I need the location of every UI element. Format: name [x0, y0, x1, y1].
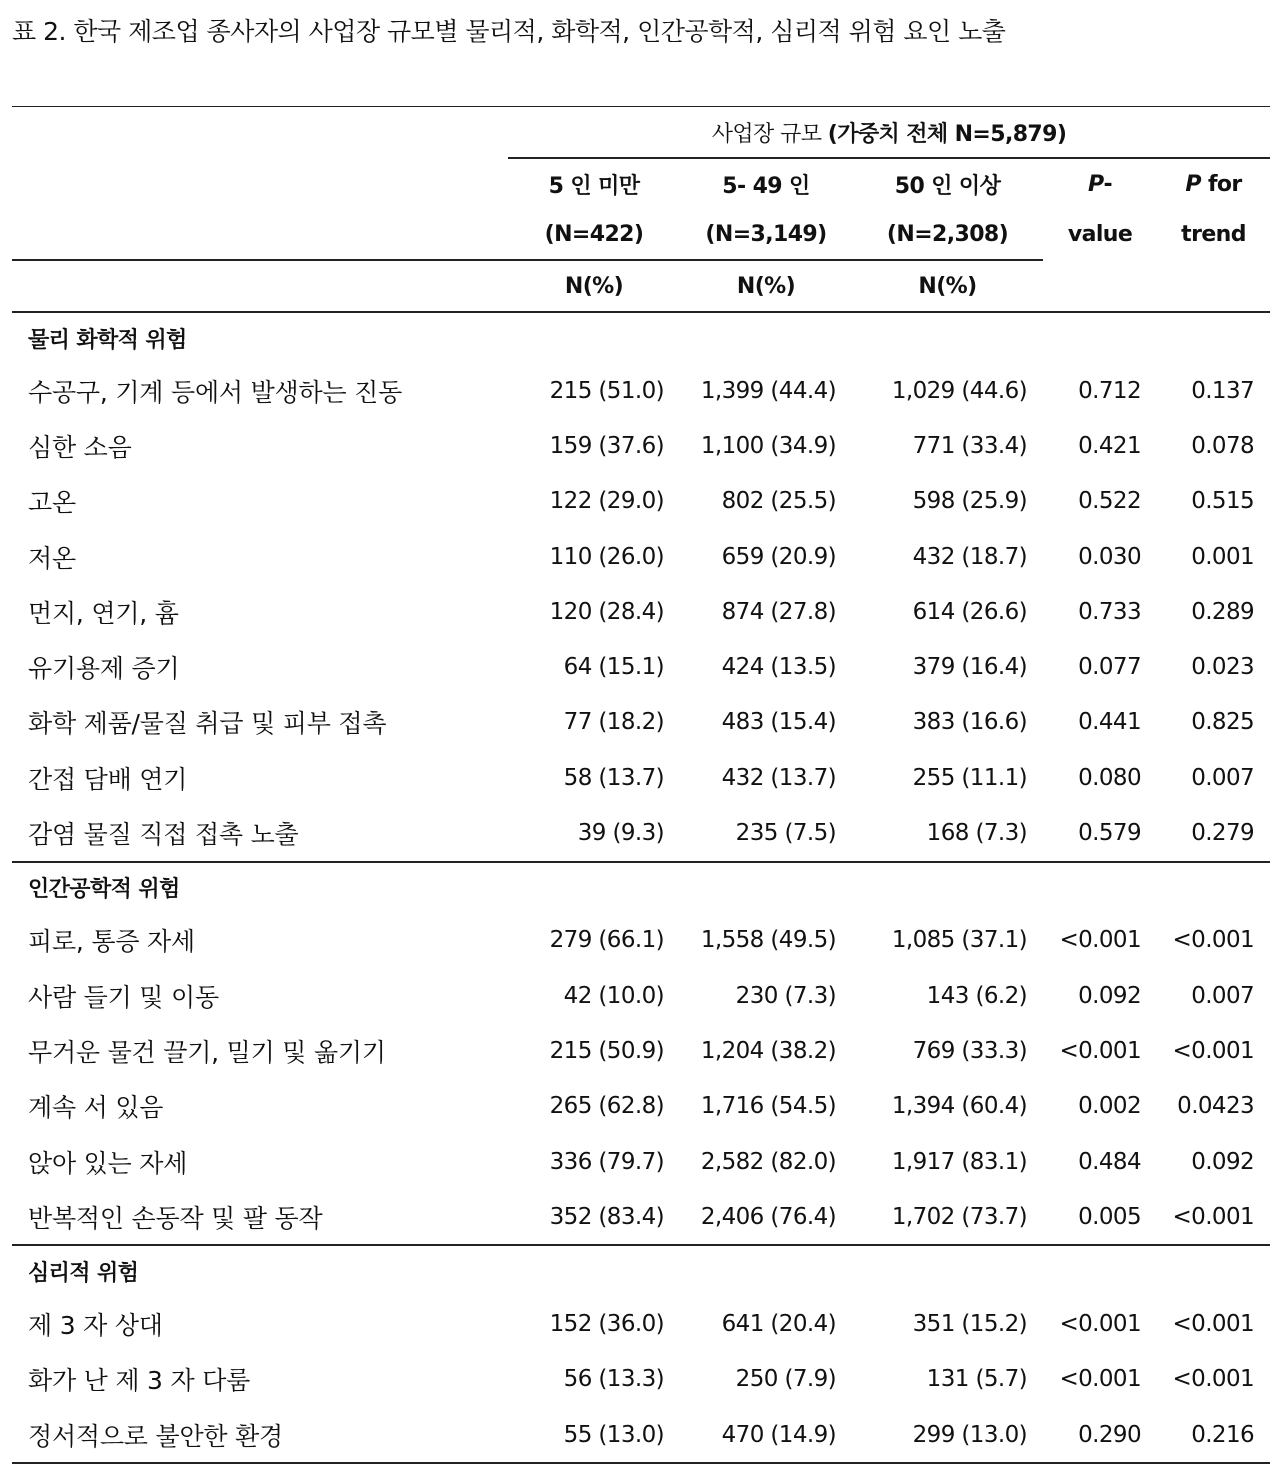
table-row: [12, 1023, 1270, 1078]
cell-under5: 58 (13.7): [563, 764, 664, 791]
cell-pvalue: 0.030: [1078, 543, 1141, 570]
section-title: 물리 화학적 위험: [28, 327, 187, 353]
cell-ptrend: 0.007: [1191, 982, 1255, 1009]
section-ergonomic: [12, 862, 1270, 1246]
cell-50plus: 143 (6.2): [926, 982, 1027, 1009]
row-label: 고온: [28, 488, 76, 518]
cell-pvalue: 0.484: [1078, 1148, 1141, 1175]
cell-under5: 336 (79.7): [549, 1148, 664, 1175]
row-label: 화가 난 제 3 자 다룸: [28, 1366, 251, 1396]
cell-5to49: 235 (7.5): [680, 805, 852, 861]
header-units-row: [12, 260, 1270, 312]
cell-50plus: 131 (5.7): [926, 1366, 1027, 1393]
cell-ptrend: <0.001: [1172, 927, 1255, 954]
col-pvalue-name: P-: [1087, 171, 1113, 197]
cell-50plus: 1,702 (73.7): [852, 1189, 1043, 1245]
table-row: [12, 529, 1270, 584]
header-group-row: [12, 107, 1270, 159]
row-label: 사람 들기 및 이동: [28, 982, 219, 1012]
col-ptrend-line2: trend: [1181, 222, 1246, 247]
cell-under5: 56 (13.3): [563, 1366, 664, 1393]
cell-pvalue: 0.080: [1078, 764, 1141, 791]
cell-5to49: 1,100 (34.9): [700, 432, 836, 459]
cell-ptrend: 0.216: [1157, 1407, 1270, 1463]
cell-ptrend: <0.001: [1172, 1311, 1255, 1338]
col-ptrend-name: P for: [1185, 171, 1242, 197]
table-row: [12, 750, 1270, 805]
cell-ptrend: <0.001: [1172, 1366, 1255, 1393]
cell-5to49: 802 (25.5): [721, 488, 836, 515]
cell-5to49: 2,582 (82.0): [700, 1148, 836, 1175]
cell-5to49: 432 (13.7): [721, 764, 836, 791]
cell-5to49: 424 (13.5): [721, 654, 836, 681]
col-under5-name: 5 인 미만: [548, 173, 640, 199]
cell-ptrend: 0.0423: [1177, 1093, 1255, 1120]
cell-ptrend: 0.515: [1191, 488, 1255, 515]
cell-under5: 110 (26.0): [549, 543, 664, 570]
table-row: [12, 639, 1270, 694]
cell-pvalue: <0.001: [1059, 1311, 1141, 1338]
cell-ptrend: 0.023: [1191, 654, 1255, 681]
cell-50plus: 771 (33.4): [912, 432, 1027, 459]
cell-50plus: 383 (16.6): [912, 709, 1027, 736]
col-50plus-n: (N=2,308): [852, 209, 1043, 260]
cell-ptrend: <0.001: [1157, 1189, 1270, 1245]
cell-under5: 159 (37.6): [549, 432, 664, 459]
cell-5to49: 1,399 (44.4): [700, 377, 836, 404]
table-row: [12, 968, 1270, 1023]
table-row: [12, 695, 1270, 750]
cell-pvalue: 0.579: [1043, 805, 1157, 861]
cell-pvalue: 0.421: [1078, 432, 1141, 459]
header-group-label: 사업장 규모: [711, 121, 828, 147]
cell-5to49: 659 (20.9): [721, 543, 836, 570]
cell-under5: 152 (36.0): [549, 1311, 664, 1338]
cell-under5: 39 (9.3): [508, 805, 680, 861]
cell-50plus: 614 (26.6): [912, 598, 1027, 625]
cell-under5: 64 (15.1): [563, 654, 664, 681]
cell-5to49: 250 (7.9): [735, 1366, 836, 1393]
cell-under5: 279 (66.1): [549, 927, 664, 954]
cell-50plus: 351 (15.2): [912, 1311, 1027, 1338]
table-row: [12, 584, 1270, 639]
row-label: 감염 물질 직접 접촉 노출: [12, 805, 508, 861]
row-label: 심한 소음: [28, 432, 132, 462]
row-label: 먼지, 연기, 흄: [28, 598, 179, 628]
cell-under5: 352 (83.4): [508, 1189, 680, 1245]
cell-ptrend: 0.007: [1191, 764, 1255, 791]
table-caption: 표 2. 한국 제조업 종사자의 사업장 규모별 물리적, 화학적, 인간공학적, 심리적 위험 요인 노출: [12, 17, 1006, 46]
row-label: 앉아 있는 자세: [28, 1148, 188, 1178]
cell-pvalue: 0.522: [1078, 488, 1141, 515]
header-row-2: [12, 209, 1270, 260]
cell-ptrend: 0.078: [1191, 432, 1255, 459]
col-under5-n: (N=422): [508, 209, 680, 260]
cell-ptrend: 0.289: [1191, 598, 1255, 625]
cell-pvalue: <0.001: [1059, 1037, 1141, 1064]
cell-pvalue: 0.441: [1078, 709, 1141, 736]
table-row: [12, 805, 1270, 861]
cell-under5: 215 (51.0): [549, 377, 664, 404]
cell-under5: 42 (10.0): [563, 982, 664, 1009]
section-title: 인간공학적 위험: [28, 877, 180, 903]
row-label: 유기용제 증기: [28, 654, 180, 684]
cell-under5: 265 (62.8): [549, 1093, 664, 1120]
section-psychological: [12, 1245, 1270, 1463]
col-50plus-unit: N(%): [852, 260, 1043, 312]
cell-under5: 122 (29.0): [549, 488, 664, 515]
cell-50plus: 168 (7.3): [852, 805, 1043, 861]
cell-50plus: 1,394 (60.4): [891, 1093, 1027, 1120]
row-label: 간접 담배 연기: [28, 764, 188, 794]
cell-ptrend: 0.092: [1191, 1148, 1255, 1175]
cell-pvalue: 0.712: [1078, 377, 1141, 404]
cell-ptrend: 0.001: [1191, 543, 1255, 570]
row-label: 저온: [28, 543, 76, 573]
cell-5to49: 2,406 (76.4): [680, 1189, 852, 1245]
cell-50plus: 299 (13.0): [852, 1407, 1043, 1463]
cell-ptrend: 0.137: [1191, 377, 1255, 404]
exposure-table: [12, 106, 1270, 1464]
col-50plus-name: 50 인 이상: [894, 173, 1001, 199]
cell-pvalue: 0.733: [1078, 598, 1141, 625]
row-label: 계속 서 있음: [28, 1093, 164, 1123]
cell-50plus: 1,085 (37.1): [891, 927, 1027, 954]
section-title: 심리적 위험: [28, 1260, 139, 1286]
table-row: [12, 1079, 1270, 1134]
col-5to49-unit: N(%): [680, 260, 852, 312]
table-row: [12, 418, 1270, 473]
col-pvalue-line2: value: [1067, 222, 1133, 247]
table-row: [12, 363, 1270, 418]
cell-pvalue: 0.290: [1043, 1407, 1157, 1463]
cell-5to49: 230 (7.3): [735, 982, 836, 1009]
table-row: [12, 1189, 1270, 1245]
section-title-row: [12, 1245, 1270, 1296]
cell-under5: 77 (18.2): [563, 709, 664, 736]
table-row: [12, 1134, 1270, 1189]
cell-50plus: 432 (18.7): [912, 543, 1027, 570]
cell-pvalue: <0.001: [1059, 927, 1141, 954]
cell-under5: 55 (13.0): [508, 1407, 680, 1463]
cell-pvalue: <0.001: [1059, 1366, 1141, 1393]
cell-ptrend: 0.279: [1157, 805, 1270, 861]
cell-50plus: 255 (11.1): [912, 764, 1027, 791]
cell-50plus: 1,917 (83.1): [891, 1148, 1027, 1175]
cell-under5: 215 (50.9): [549, 1037, 664, 1064]
cell-5to49: 641 (20.4): [721, 1311, 836, 1338]
cell-pvalue: 0.005: [1043, 1189, 1157, 1245]
table-row: [12, 913, 1270, 968]
row-label: 화학 제품/물질 취급 및 피부 접촉: [28, 709, 387, 739]
col-5to49-n: (N=3,149): [680, 209, 852, 260]
table-row: [12, 1352, 1270, 1407]
header-blank: [12, 107, 508, 159]
cell-50plus: 1,029 (44.6): [891, 377, 1027, 404]
cell-ptrend: <0.001: [1172, 1037, 1255, 1064]
cell-5to49: 1,204 (38.2): [700, 1037, 836, 1064]
row-label: 반복적인 손동작 및 팔 동작: [12, 1189, 508, 1245]
col-5to49-name: 5- 49 인: [722, 173, 810, 199]
cell-5to49: 874 (27.8): [721, 598, 836, 625]
cell-pvalue: 0.002: [1078, 1093, 1141, 1120]
cell-5to49: 470 (14.9): [680, 1407, 852, 1463]
cell-ptrend: 0.825: [1191, 709, 1255, 736]
cell-50plus: 769 (33.3): [912, 1037, 1027, 1064]
cell-5to49: 1,558 (49.5): [700, 927, 836, 954]
section-title-row: [12, 312, 1270, 363]
header-row-1: [12, 158, 1270, 209]
row-label: 제 3 자 상대: [28, 1311, 163, 1341]
table-row: [12, 1296, 1270, 1351]
cell-50plus: 598 (25.9): [912, 488, 1027, 515]
cell-5to49: 1,716 (54.5): [700, 1093, 836, 1120]
cell-5to49: 483 (15.4): [721, 709, 836, 736]
cell-50plus: 379 (16.4): [912, 654, 1027, 681]
table-row: [12, 1407, 1270, 1463]
row-label: 수공구, 기계 등에서 발생하는 진동: [28, 377, 403, 407]
header-workplace-size: [508, 107, 1270, 159]
table-row: [12, 474, 1270, 529]
cell-pvalue: 0.092: [1078, 982, 1141, 1009]
row-label: 정서적으로 불안한 환경: [12, 1407, 508, 1463]
section-physical-chemical: [12, 312, 1270, 862]
cell-pvalue: 0.077: [1078, 654, 1141, 681]
section-title-row: [12, 862, 1270, 913]
cell-under5: 120 (28.4): [549, 598, 664, 625]
row-label: 피로, 통증 자세: [28, 927, 195, 957]
col-under5-unit: N(%): [508, 260, 680, 312]
row-label: 무거운 물건 끌기, 밀기 및 옮기기: [28, 1037, 386, 1067]
header-group-total: (가중치 전체 N=5,879): [827, 121, 1067, 147]
